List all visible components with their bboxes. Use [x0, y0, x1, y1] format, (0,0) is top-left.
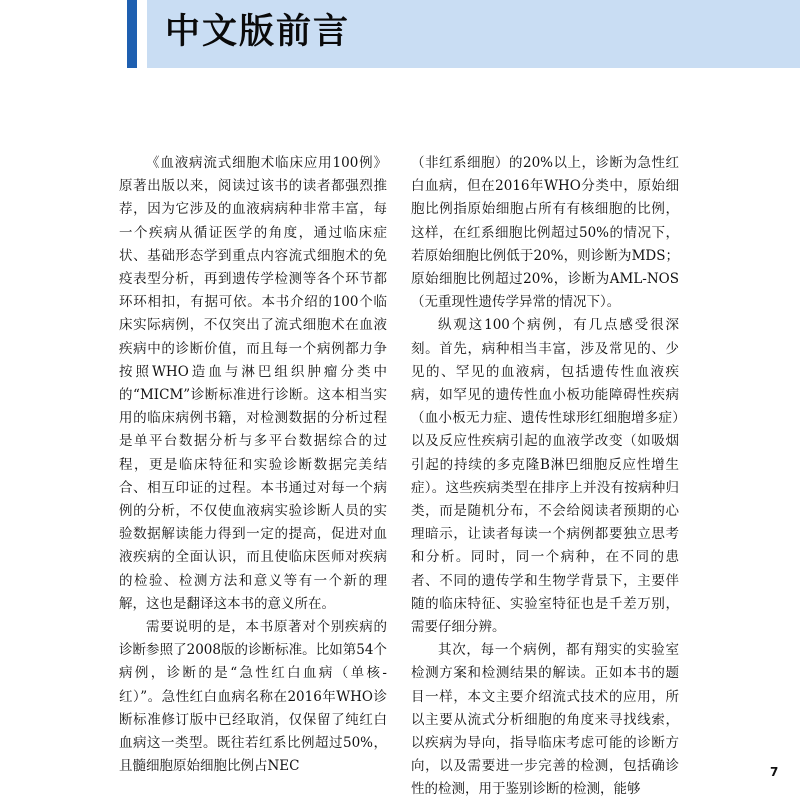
paragraph: 其次，每一个病例，都有翔实的实验室检测方案和检测结果的解读。正如本书的题目一样，本文主要介绍流式技术的应用，所以主要从流式分析细胞的角度来寻找线索，以疾病为导向，指导临床考虑可能的诊断方向，以及需要进一步完善的检测，包括确诊性的检测，用于鉴别诊断的检测，能够	[411, 642, 679, 798]
page-title: 中文版前言	[165, 12, 351, 52]
paragraph: 纵观这100个病例，有几点感受很深刻。首先，病种相当丰富，涉及常见的、少见的、罕见的血液病，包括遗传性血液疾病，如罕见的遗传性血小板功能障碍性疾病（血小板无力症、遗传性球形红细胞增多症）以及反应性疾病引起的血液学改变（如吸烟引起的持续的多克隆B淋巴细胞反应性增生症）。这些疾病类型在排序上并没有按病种归类，而是随机分布，不会给阅读者预期的心理暗示，让读者每读一个病例都要独立思考和分析。同时，同一个病种，在不同的患者、不同的遗传学和生物学背景下，主要伴随的临床特征、实验室特征也是千差万别，需要仔细分辨。	[411, 317, 679, 636]
page-number: 7	[770, 765, 779, 779]
right-column	[411, 152, 679, 800]
header-accent-bar	[127, 0, 137, 68]
paragraph: 需要说明的是，本书原著对个别疾病的诊断参照了2008版的诊断标准。比如第54个病例，诊断的是“急性红白血病（单核-红）”。急性红白血病名称在2016年WHO诊断标准修订版中已经取消，仅保留了纯红白血病这一类型。既往若红系比例超过50%，且髓细胞原始细胞比例占NEC	[119, 619, 387, 775]
left-column	[119, 152, 387, 778]
paragraph-continued: （非红系细胞）的20%以上，诊断为急性红白血病，但在2016年WHO分类中，原始细胞比例指原始细胞占所有有核细胞的比例，这样，在红系细胞比例超过50%的情况下，若原始细胞比例低于20%，则诊断为MDS；原始细胞比例超过20%，诊断为AML-NOS（无重现性遗传学异常的情况下）。	[411, 155, 679, 311]
paragraph: 《血液病流式细胞术临床应用100例》原著出版以来，阅读过该书的读者都强烈推荐，因为它涉及的血液病病种非常丰富，每一个疾病从循证医学的角度，通过临床症状、基础形态学到重点内容流式细胞术的免疫表型分析，再到遗传学检测等各个环节都环环相扣，有据可依。本书介绍的100个临床实际病例，不仅突出了流式细胞术在血液疾病中的诊断价值，而且每一个病例都力争按照WHO造血与淋巴组织肿瘤分类中的“MICM”诊断标准进行诊断。这本相当实用的临床病例书籍，对检测数据的分析过程是单平台数据分析与多平台数据综合的过程，更是临床特征和实验诊断数据完美结合、相互印证的过程。本书通过对每一个病例的分析，不仅使血液病实验诊断人员的实验数据解读能力得到一定的提高，促进对血液疾病的全面认识，而且使临床医师对疾病的检验、检测方法和意义等有一个新的理解，这也是翻译这本书的意义所在。	[119, 155, 387, 612]
